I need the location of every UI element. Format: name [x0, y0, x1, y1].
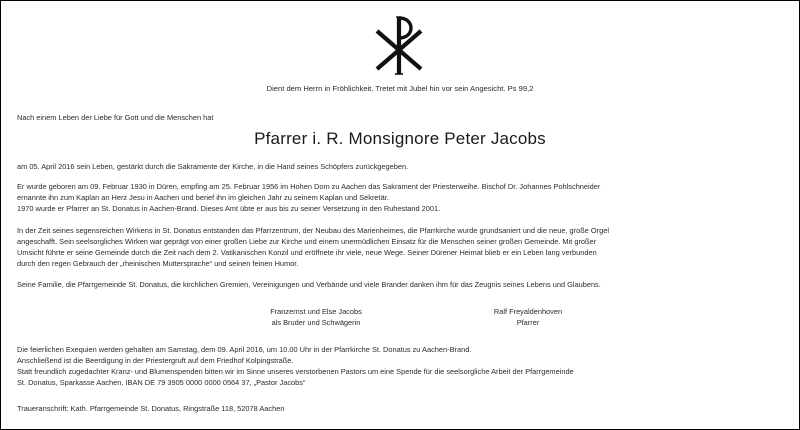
intro-line: Nach einem Leben der Liebe für Gott und die Menschen hat — [17, 113, 214, 122]
work-line: Umsicht führte er seine Gemeinde durch die Zeit nach dem 2. Vatikanischen Konzil und eröffnete ihr viele, neue Wege. Seiner Dürener Heimat blieb er ein Leben lang verbunden — [17, 248, 597, 257]
signatory-role: als Bruder und Schwägerin — [271, 318, 361, 327]
signatory-role: Pfarrer — [516, 318, 540, 327]
work-line: angeschafft. Sein seelsorgliches Wirken war geprägt von einer großen Liebe zur Kirche und einem unermüdlichen Einsatz für die Menschen seiner großen Gemeinde. Mit großer — [17, 237, 597, 246]
biography-paragraph — [17, 181, 781, 214]
chi-rho-icon — [371, 13, 427, 75]
biography-line: ernannte ihn zum Kaplan an Herz Jesu in Aachen und berief ihn im gleichen Jahr zu seinem Kaplan und Sekretär. — [17, 193, 389, 202]
funeral-line: Statt freundlich zugedachter Kranz- und Blumenspenden bitten wir im Sinne unseres verstorbenen Pastors um eine Spende für die seelsorgliche Arbeit der Pfarrgemeinde — [17, 367, 574, 376]
work-paragraph — [17, 225, 781, 269]
signatory-name: Franzernst und Else Jacobs — [270, 307, 362, 316]
death-line: am 05. April 2016 sein Leben, gestärkt durch die Sakramente der Kirche, in die Hand seines Schöpfers zurückgegeben. — [17, 162, 409, 171]
funeral-line: Anschließend ist die Beerdigung in der Priestergruft auf dem Friedhof Kolpingstraße. — [17, 356, 294, 365]
funeral-paragraph — [17, 344, 781, 388]
biography-line: Er wurde geboren am 09. Februar 1930 in Düren, empfing am 25. Februar 1956 im Hohen Dom zu Aachen das Sakrament der Priesterweihe. Bischof Dr. Johannes Pohlschneider — [17, 182, 601, 191]
funeral-line: Die feierlichen Exequien werden gehalten am Samstag, dem 09. April 2016, um 10.00 Uhr in der Pfarrkirche St. Donatus zu Aachen-Brand. — [17, 345, 472, 354]
mourning-address: Traueranschrift: Kath. Pfarrgemeinde St. Donatus, Ringstraße 118, 52078 Aachen — [17, 404, 285, 413]
work-line: In der Zeit seines segensreichen Wirkens in St. Donatus entstanden das Pfarrzentrum, der Neubau des Marienheimes, die Pfarrkirche wurde grundsaniert und die neue, große Orgel — [17, 226, 609, 235]
signatory-pastor — [453, 306, 603, 328]
signatory-family — [241, 306, 391, 328]
funeral-line: St. Donatus, Sparkasse Aachen, IBAN DE 79 3905 0000 0000 0564 37, „Pastor Jacobs“ — [17, 378, 306, 387]
thanks-line: Seine Familie, die Pfarrgemeinde St. Donatus, die kirchlichen Gremien, Vereinigungen und Verbände und viele Brander danken ihm für das Zeugnis seines Lebens und Glaubens. — [17, 280, 601, 289]
deceased-name: Pfarrer i. R. Monsignore Peter Jacobs — [254, 129, 546, 148]
work-line: durch den regen Gebrauch der „rheinischen Muttersprache“ und seinen feinen Humor. — [17, 259, 299, 268]
biography-line: 1970 wurde er Pfarrer an St. Donatus in Aachen-Brand. Dieses Amt übte er aus bis zu seiner Versetzung in den Ruhestand 2001. — [17, 204, 441, 213]
bible-verse: Dient dem Herrn in Fröhlichkeit. Tretet mit Jubel hin vor sein Angesicht. Ps 99,2 — [266, 84, 534, 93]
signatory-name: Ralf Freyaldenhoven — [493, 307, 563, 316]
